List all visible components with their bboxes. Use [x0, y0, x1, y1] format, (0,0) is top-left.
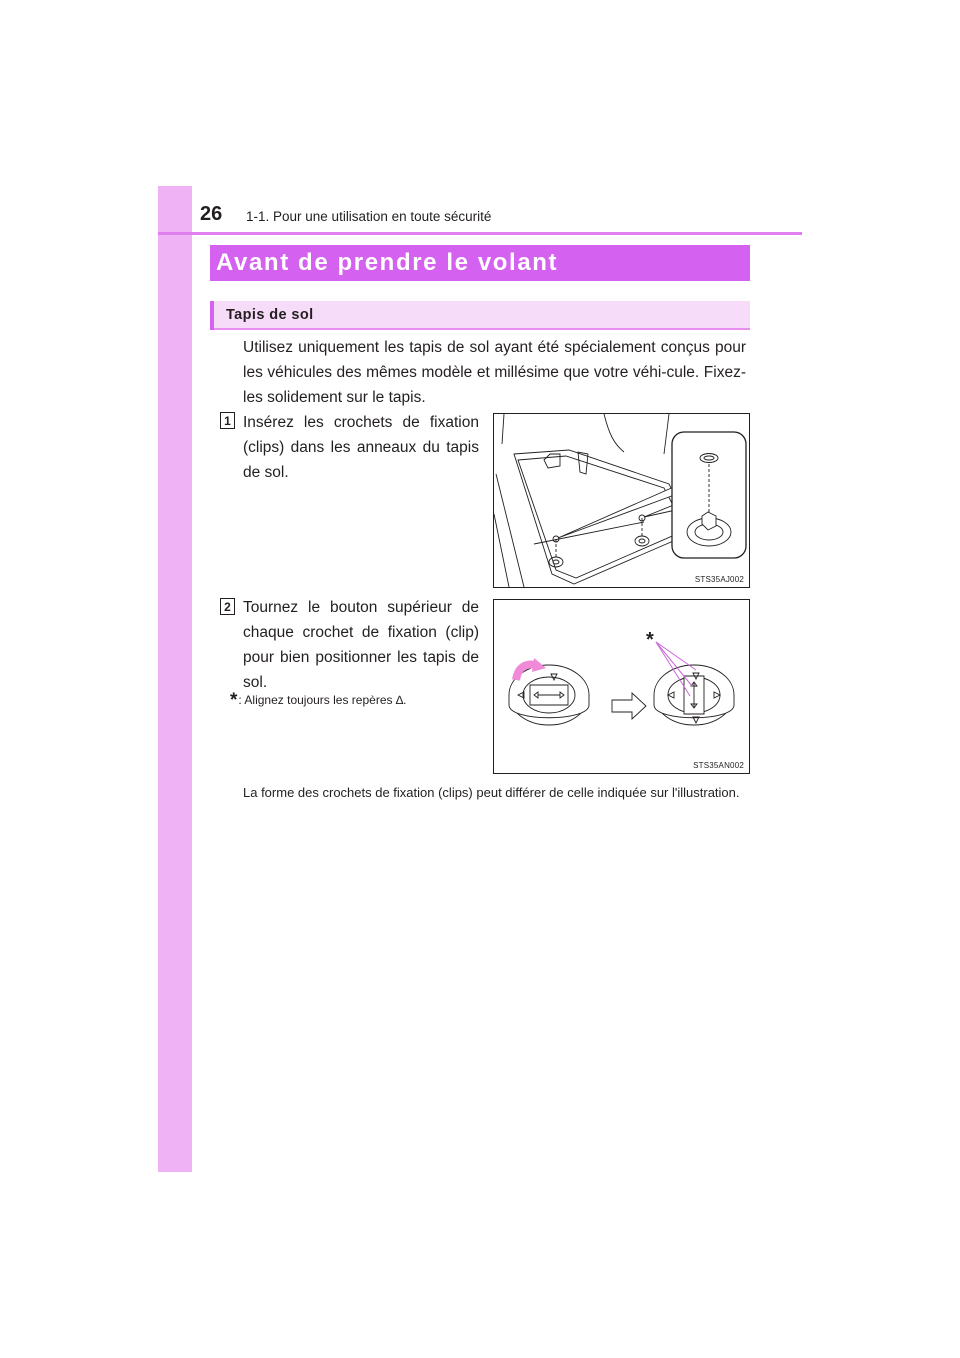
section-title: Avant de prendre le volant [216, 249, 559, 276]
footnote [230, 690, 407, 712]
figure-2-code: STS35AN002 [693, 761, 744, 770]
subsection-banner [210, 301, 750, 330]
figure-clip-rotation [493, 599, 750, 774]
step-2-text: Tournez le bouton supérieur de chaque crochet de fixation (clip) pour bien positionner les tapis de sol. [243, 599, 479, 691]
subsection-title: Tapis de sol [226, 307, 314, 323]
step-2-badge: 2 [220, 598, 235, 615]
clip-rotation-illustration [494, 600, 749, 773]
figure-floor-mat [493, 413, 750, 588]
step-1-text: Insérez les crochets de fixation (clips) dans les anneaux du tapis de sol. [243, 414, 479, 481]
section-banner [210, 245, 750, 281]
subsection-bar [210, 301, 214, 330]
note-paragraph: La forme des crochets de fixation (clips) peut différer de celle indiquée sur l'illustration. [243, 785, 740, 800]
step-1-badge: 1 [220, 412, 235, 429]
intro-paragraph: Utilisez uniquement les tapis de sol ayant été spécialement conçus pour les véhicules des mêmes modèle et millésime que votre véhi-cule. Fixez-les solidement sur le tapis. [243, 339, 746, 406]
page-number: 26 [200, 203, 223, 225]
floor-mat-illustration [494, 414, 749, 587]
figure-1-code: STS35AJ002 [694, 575, 744, 584]
figure-2-asterisk: * [646, 629, 654, 651]
footnote-text: : Alignez toujours les repères ∆. [238, 693, 407, 707]
side-tab [158, 186, 192, 1172]
footnote-mark: * [230, 690, 238, 711]
running-head: 1-1. Pour une utilisation en toute sécurité [246, 209, 492, 224]
header-rule [158, 232, 802, 235]
